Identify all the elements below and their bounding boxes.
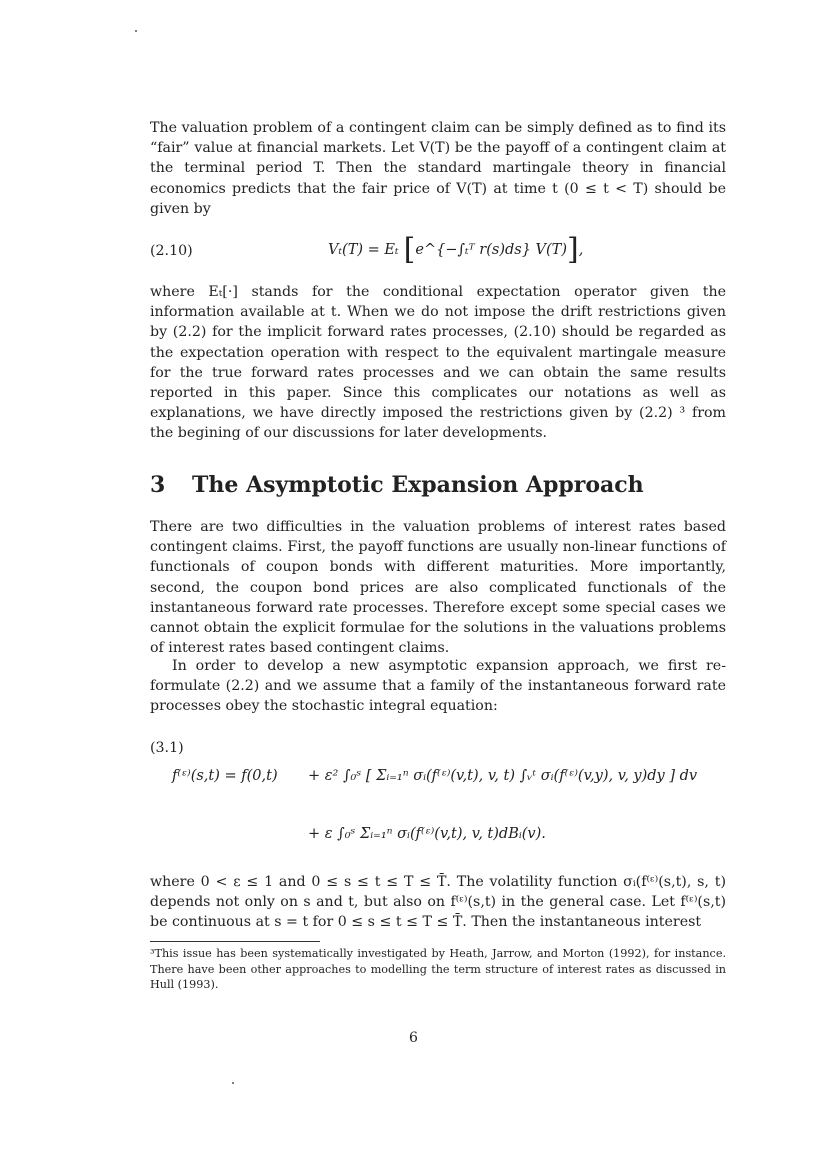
paragraph-difficulties: There are two difficulties in the valuation problems of interest rates based contingent claims. First, the payoff functions are usually non-linear functions of functionals of coupon bonds with different maturities. More importantly, second, the coupon bond prices are also complicated functionals of the instantaneous forward rate processes. Therefore except some special cases we cannot obtain the explicit formulae for the solutions in the valuations problems of interest rates based contingent claims. [150,519,726,657]
left-bracket: [ [403,232,416,267]
paragraph-volatility: where 0 < ε ≤ 1 and 0 ≤ s ≤ t ≤ T ≤ T̄. The volatility function σᵢ(f⁽ᵋ⁾(s,t), s, t) depends not only on s and t, but also on f⁽ᵋ⁾(s,t) in the general case. Let f⁽ᵋ⁾(s,t) be continuous at s = t for 0 ≤ s ≤ t ≤ T ≤ T̄. Then the instantaneous interest [150,874,726,931]
equation-body: e^{−∫ₜᵀ r(s)ds} V(T) [415,242,568,258]
section-number: 3 [150,472,166,498]
footnote-rule [150,941,320,942]
scan-speck [232,1082,234,1084]
right-bracket: ] [567,232,579,267]
section-heading [150,472,644,498]
section-title: The Asymptotic Expansion Approach [192,472,644,498]
paragraph-expectation: where Eₜ[·] stands for the conditional expectation operator given the information available at t. When we do not impose the drift restrictions given by (2.2) for the implicit forward rates processes, (2.10) should be regarded as the expectation operation with respect to the equivalent martingale measure for the true forward rates processes and we can obtain the same results reported in this paper. Since this complicates our notations as well as explanations, we have directly imposed the restrictions given by (2.2) ³ from the begining of our discussions for later developments. [150,284,726,442]
equation-number: (3.1) [150,740,184,756]
equation-3-1-line2: + ε ∫₀ˢ Σᵢ₌₁ⁿ σᵢ(f⁽ᵋ⁾(v,t), v, t)dBᵢ(v). [308,826,546,842]
equation-lhs: Vₜ(T) = Eₜ [328,242,399,258]
scan-speck [135,30,137,32]
footnote: ³This issue has been systematically investigated by Heath, Jarrow, and Morton (1992), for instance. There have been other approaches to modelling the term structure of interest rates as discussed in Hull (1993). [150,947,726,991]
equation-2-10 [328,232,583,267]
equation-3-1-lhs: f⁽ᵋ⁾(s,t) = f(0,t) [172,768,278,784]
page-number: 6 [409,1030,418,1046]
equation-number: (2.10) [150,243,193,259]
equation-comma: , [578,242,584,258]
paragraph-reformulate: In order to develop a new asymptotic expansion approach, we first re-formulate (2.2) and we assume that a family of the instantaneous forward rate processes obey the stochastic integral equation: [150,658,726,715]
paragraph-intro: The valuation problem of a contingent claim can be simply defined as to find its “fair” value at financial markets. Let V(T) be the payoff of a contingent claim at the terminal period T. Then the standard martingale theory in financial economics predicts that the fair price of V(T) at time t (0 ≤ t < T) should be given by [150,120,726,217]
equation-3-1-line1: + ε² ∫₀ˢ [ Σᵢ₌₁ⁿ σᵢ(f⁽ᵋ⁾(v,t), v, t) ∫ᵥᵗ σᵢ(f⁽ᵋ⁾(v,y), v, y)dy ] dv [308,768,698,784]
